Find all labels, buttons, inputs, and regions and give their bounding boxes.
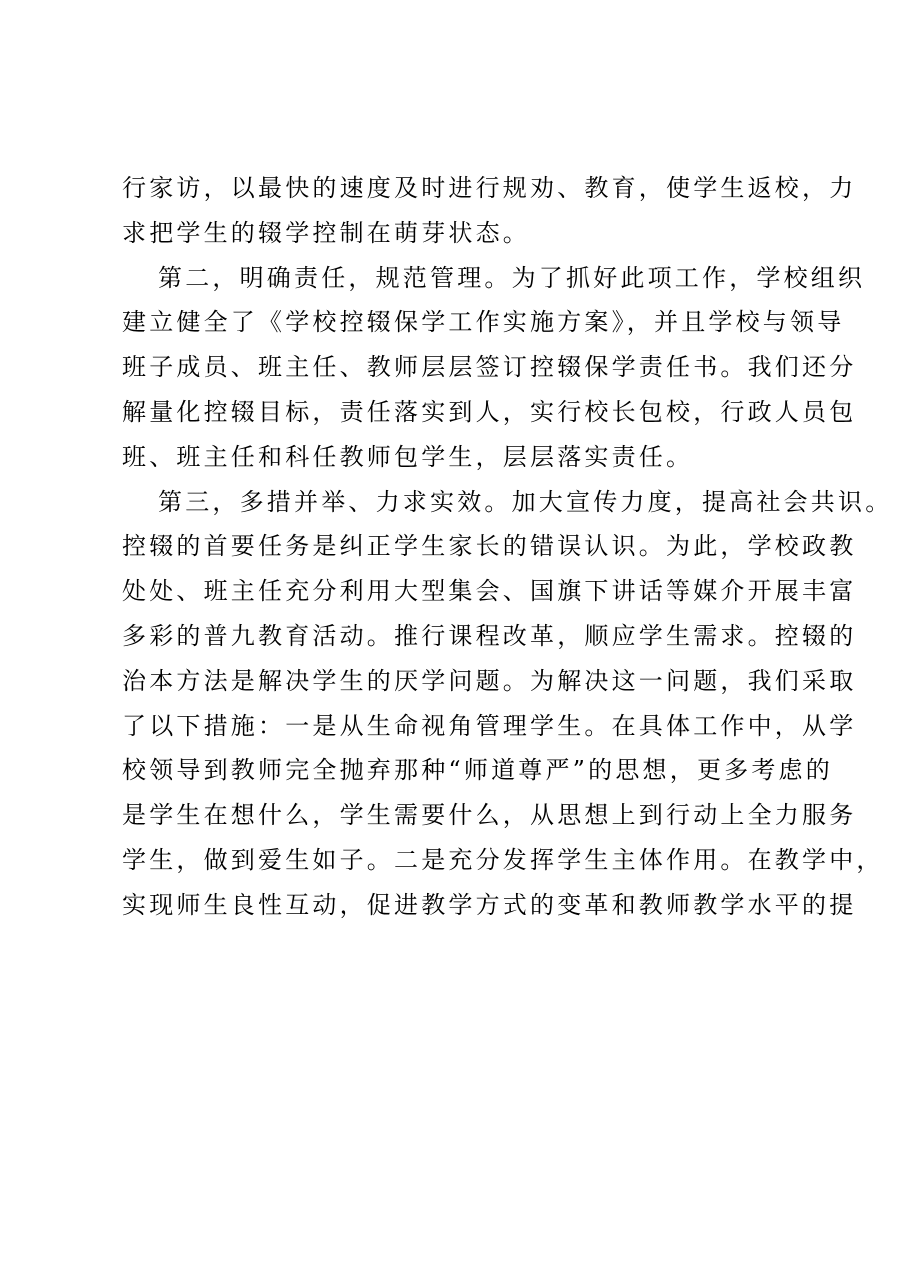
paragraph-start-line: 第三，多措并举、力求实效。加大宣传力度，提高社会共识。 <box>158 487 893 516</box>
text-line: 建立健全了《学校控辍保学工作实施方案》，并且学校与领导 <box>122 308 845 337</box>
text-line: 了以下措施：一是从生命视角管理学生。在具体工作中，从学 <box>122 711 857 740</box>
text-line: 处处、班主任充分利用大型集会、国旗下讲话等媒介开展丰富 <box>122 577 857 606</box>
text-line: 多彩的普九教育活动。推行课程改革，顺应学生需求。控辍的 <box>122 621 857 650</box>
text-line: 是学生在想什么，学生需要什么，从思想上到行动上全力服务 <box>122 801 857 830</box>
body-text <box>122 166 893 928</box>
text-line: 求把学生的辍学控制在萌芽状态。 <box>122 218 530 247</box>
text-line: 解量化控辍目标，责任落实到人，实行校长包校，行政人员包 <box>122 397 857 426</box>
text-line: 治本方法是解决学生的厌学问题。为解决这一问题，我们采取 <box>122 666 857 695</box>
text-line: 控辍的首要任务是纠正学生家长的错误认识。为此，学校政教 <box>122 532 857 561</box>
paragraph-start-line: 第二，明确责任，规范管理。为了抓好此项工作，学校组织 <box>158 263 866 292</box>
text-line: 校领导到教师完全抛弃那种“师道尊严”的思想，更多考虑的 <box>122 756 833 785</box>
text-line: 学生，做到爱生如子。二是充分发挥学生主体作用。在教学中， <box>122 845 884 874</box>
text-line: 实现师生良性互动，促进教学方式的变革和教师教学水平的提 <box>122 890 857 919</box>
text-line: 班子成员、班主任、教师层层签订控辍保学责任书。我们还分 <box>122 353 857 382</box>
text-line: 行家访，以最快的速度及时进行规劝、教育，使学生返校，力 <box>122 174 857 202</box>
text-line: 班、班主任和科任教师包学生，层层落实责任。 <box>122 442 694 471</box>
